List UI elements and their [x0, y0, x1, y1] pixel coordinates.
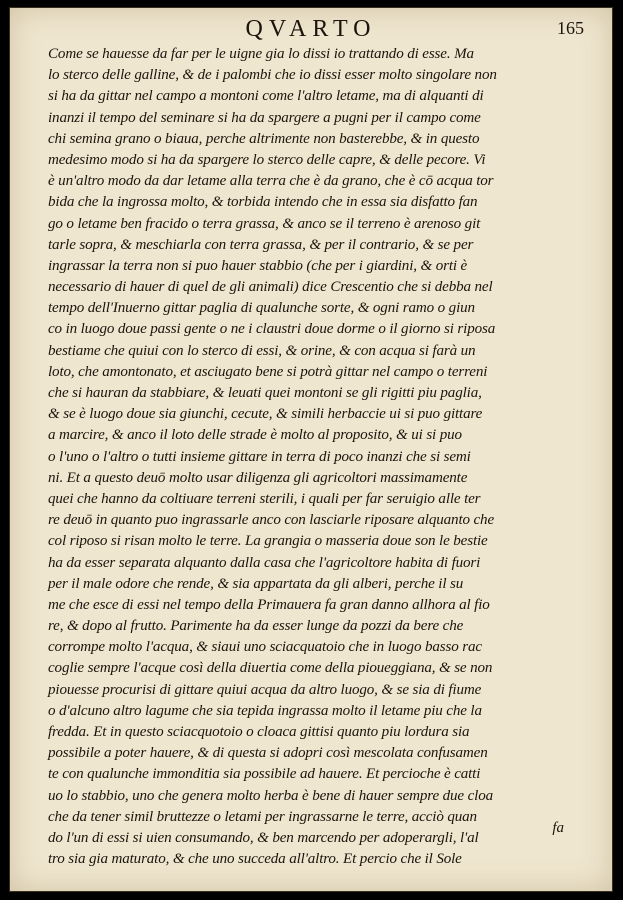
text-line: bestiame che quiui con lo sterco di essi, & orine, & con acqua si farà un [48, 342, 476, 359]
text-line: ni. Et a questo deuō molto usar diligenza gli agricoltori massimamente [48, 469, 468, 486]
text-line: chi semina grano o biaua, perche altrimente non basterebbe, & in questo [48, 130, 480, 147]
text-line: corrompe molto l'acqua, & siaui uno sciacquatoio che in luogo basso rac [48, 639, 482, 656]
text-line: o l'uno o l'altro o tutti insieme gittare in terra di poco inanzi che si semi [48, 448, 471, 465]
text-line: possibile a poter hauere, & di questa si adopri così mescolata confusamen [48, 745, 488, 762]
header-title: QVARTO [245, 16, 377, 42]
text-line: tempo dell'Inuerno gittar paglia di qualunche sorte, & ogni ramo o giun [48, 300, 475, 317]
text-line: lo sterco delle galline, & de i palombi che io dissi esser molto singolare non [48, 67, 497, 84]
text-line: piouesse procurisi di gittare quiui acqua da altro luogo, & se sia di fiume [48, 681, 482, 698]
text-line: tro sia gia maturato, & che uno succeda all'altro. Et percio che il Sole [48, 851, 462, 868]
text-line: col riposo si risan molto le terre. La grangia o masseria doue son le bestie [48, 533, 488, 550]
text-line: necessario di hauer di quel de gli animali) dice Crescentio che si debba nel [48, 279, 493, 296]
text-line: è un'altro modo da dar letame alla terra che è da grano, che è cō acqua tor [48, 173, 494, 190]
text-line: che da tener simil bruttezze o letami per ingrassarne le terre, acciò quan [48, 808, 477, 825]
text-line: o d'alcuno altro lagume che sia tepida ingrassa molto il letame piu che la [48, 702, 482, 719]
body-text [48, 44, 572, 870]
text-line: uo lo stabbio, uno che genera molto herba è bene di hauer sempre due cloa [48, 787, 493, 804]
text-line: quei che hanno da coltiuare terreni sterili, i quali per far seruigio alle ter [48, 490, 481, 507]
text-line: inanzi il tempo del seminare si ha da spargere a pugni per il campo come [48, 109, 481, 126]
text-line: si ha da gittar nel campo a montoni come l'altro letame, ma di alquanti di [48, 88, 484, 105]
text-line: tarle sopra, & meschiarla con terra grassa, & per il contrario, & se per [48, 236, 474, 253]
text-line: che si hauran da stabbiare, & leuati quei montoni se gli rigitti piu paglia, [48, 385, 482, 401]
running-head [10, 16, 612, 44]
page-number: 165 [557, 18, 584, 38]
text-line: & se è luogo doue sia giunchi, cecute, & simili herbaccie ui si puo gittare [48, 406, 483, 423]
text-line: co in luogo doue passi gente o ne i claustri doue dorme o il giorno si riposa [48, 321, 496, 338]
text-line: ha da esser separata alquanto dalla casa che l'agricoltore habita di fuori [48, 554, 481, 571]
text-line: go o letame ben fracido o terra grassa, & anco se il terreno è arenoso git [48, 215, 481, 232]
text-line: do l'un di essi si uien consumando, & ben marcendo per adoperargli, l'al [48, 829, 479, 846]
text-line: loto, che amontonato, et asciugato bene si potrà gittar nel campo o terreni [48, 363, 488, 380]
text-line: a marcire, & anco il loto delle strade è molto al proposito, & ui si puo [48, 427, 462, 444]
text-line: fredda. Et in questo sciacquotoio o cloaca gittisi quanto piu lordura sia [48, 724, 470, 740]
text-line: bida che la ingrossa molto, & torbida intendo che in essa sia disfatto fan [48, 194, 478, 211]
text-line: re, & dopo al frutto. Parimente ha da esser lunge da pozzi da bere che [48, 618, 464, 635]
text-line: me che esce di essi nel tempo della Primauera fa gran danno allhora al fio [48, 596, 490, 613]
text-line: re deuō in quanto puo ingrassarle anco con lasciarle riposare alquanto che [48, 512, 495, 529]
text-line: medesimo modo si ha da spargere lo sterco delle capre, & delle pecore. Vi [48, 151, 486, 168]
book-page [9, 7, 613, 892]
text-line: coglie sempre l'acque così della diuertia come della pioueggiana, & se non [48, 660, 493, 677]
text-line: te con qualunche immonditia sia possibile ad hauere. Et percioche è catti [48, 766, 481, 783]
text-line: Come se hauesse da far per le uigne gia lo dissi io trattando di esse. Ma [48, 46, 474, 62]
text-line: ingrassar la terra non si puo hauer stabbio (che per i giardini, & orti è [48, 257, 468, 274]
catchword: fa [552, 820, 564, 836]
text-line: per il male odore che rende, & sia appartata da gli alberi, perche il su [48, 575, 464, 592]
